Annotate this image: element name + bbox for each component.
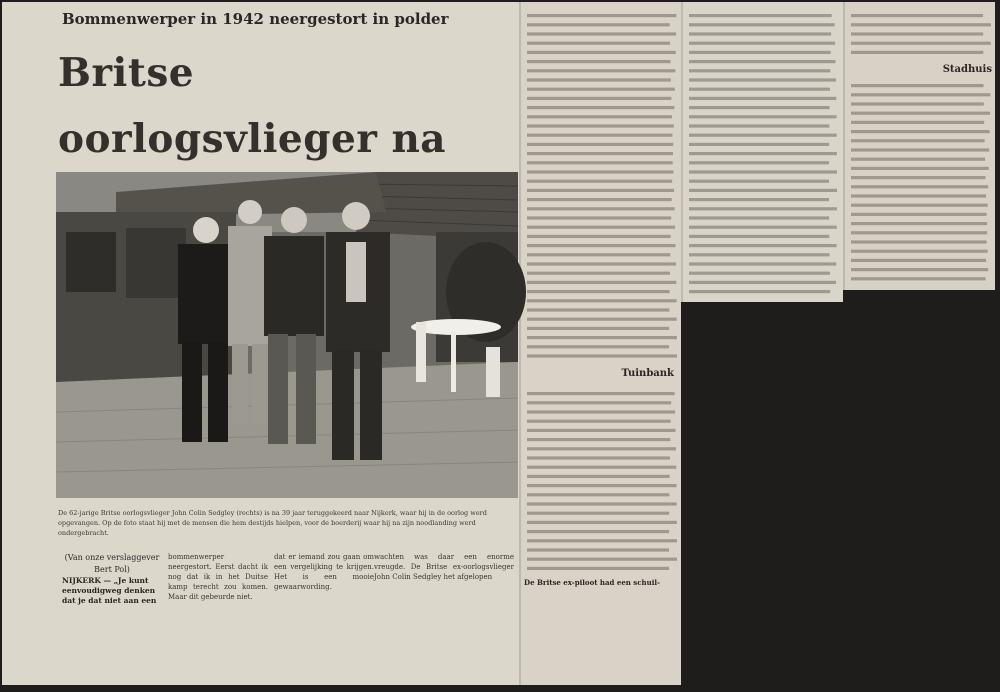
column-four-clipping	[843, 2, 995, 290]
body-column-c: wachten was daar een enorme vreugde. De Britse ex-oorlogsvlieger John Colin Sedgley het afgelopen	[374, 553, 514, 581]
column-two-closing-line: De Britse ex-piloot had een schuil-	[524, 578, 660, 587]
body-column-b: dat er iemand zou gaan om een vergelijking te krijgen. Het is een mooie gewaarwording.	[274, 553, 374, 591]
lede-paragraph: NIJKERK — „Je kunt eenvoudigweg denken dat je dat niet aan een	[62, 576, 157, 605]
byline-organization: (Van onze verslaggever	[64, 553, 160, 562]
column-three-clipping	[681, 2, 843, 302]
body-column-a: bommenwerper neergestort. Eerst dacht ik nog dat ik in het Duitse kamp terecht zou komen. Maar dit gebeurde niet.	[168, 553, 268, 601]
byline-author: Bert Pol)	[94, 565, 130, 574]
news-photo	[56, 172, 518, 498]
photo-caption: De 62-jarige Britse oorlogsvlieger John Colin Sedgley (rechts) is na 39 jaar teruggekeerd naar Nijkerk, waar hij in de oorlog werd opgevangen. Op de foto staat hij met de mensen die hem destijds hielpen, voor de boerderij waar hij na zijn noodlanding werd ondergebracht.	[58, 509, 487, 537]
section-heading-tuinbank: Tuinbank	[621, 368, 674, 379]
section-heading-stadhuis: Stadhuis	[942, 64, 992, 75]
headline-line-1: Britse oorlogsvlieger na	[58, 50, 447, 162]
byline	[62, 552, 162, 576]
kicker: Bommenwerper in 1942 neergestort in polder	[62, 10, 449, 28]
